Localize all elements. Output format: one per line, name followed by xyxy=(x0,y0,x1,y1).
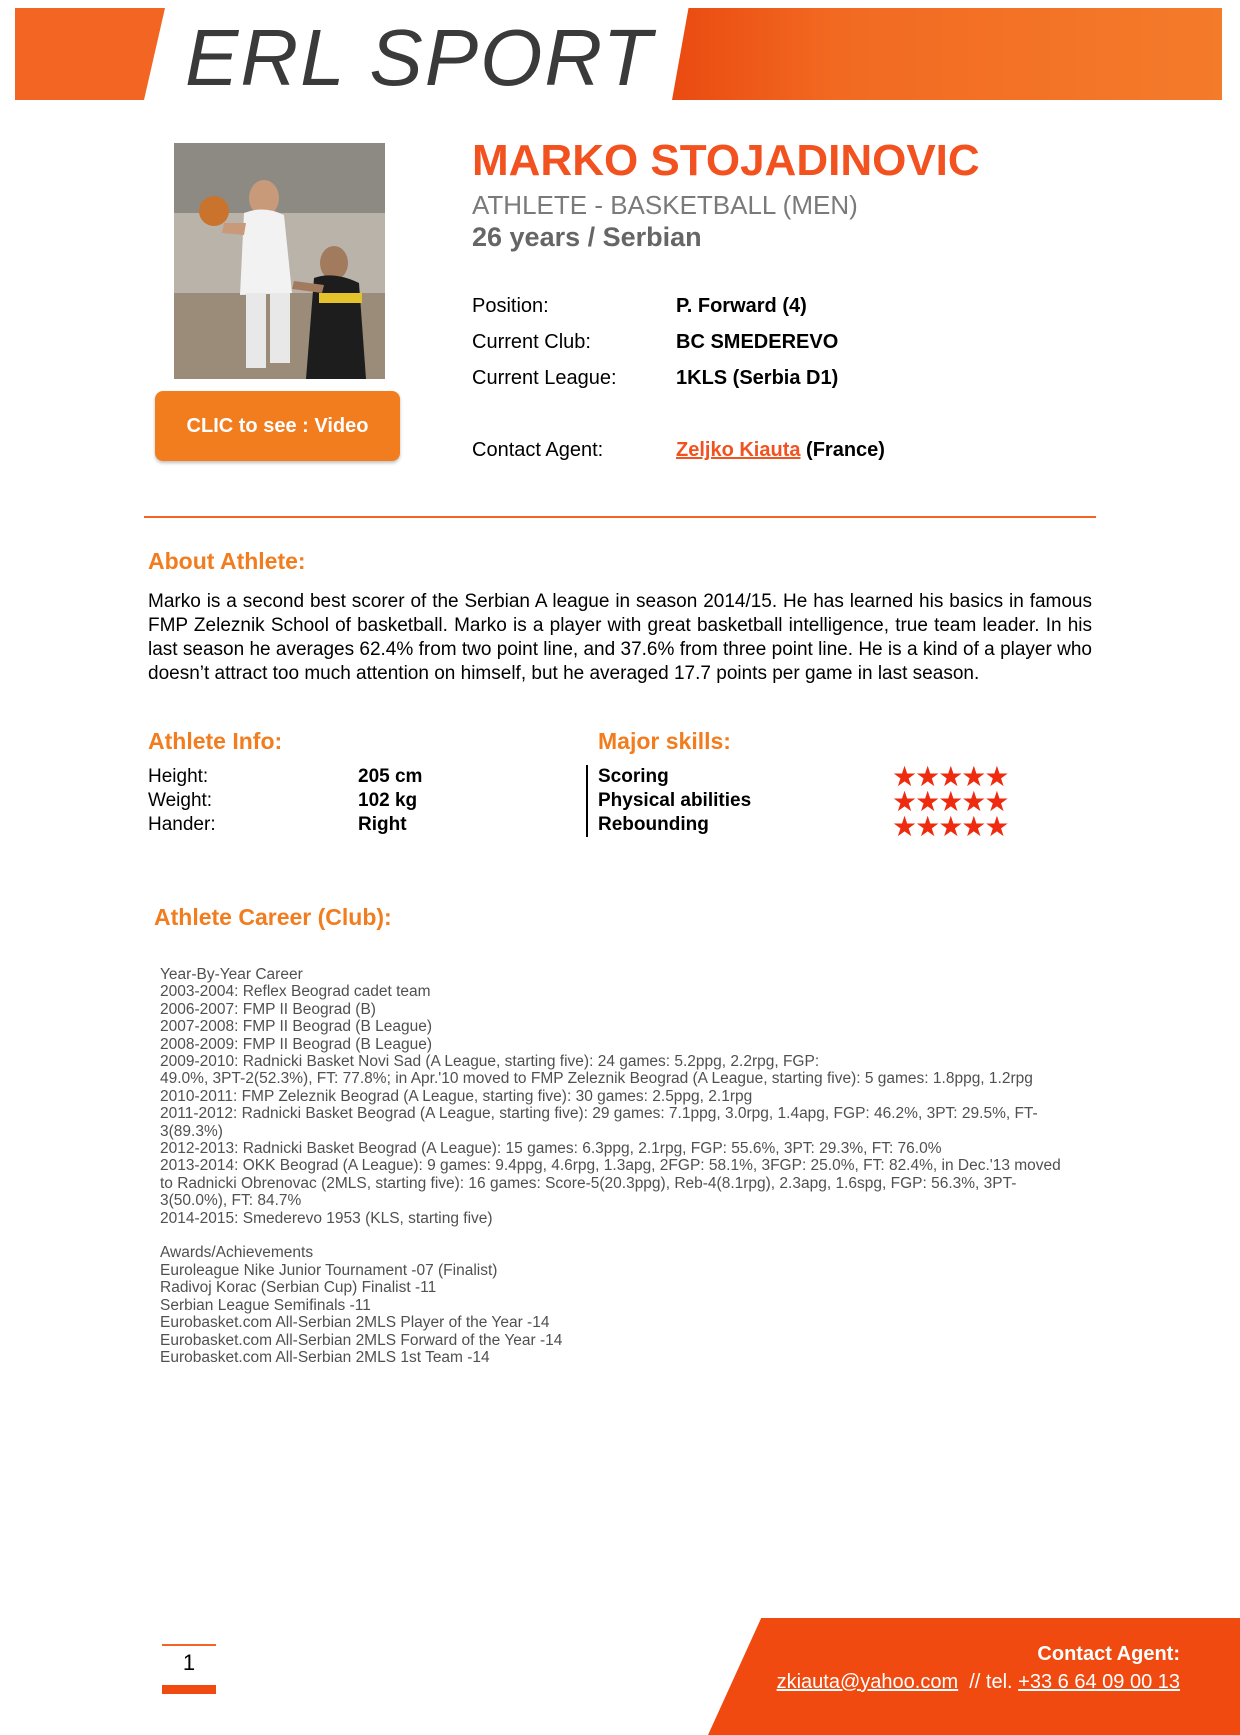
about-text: Marko is a second best scorer of the Serbian A league in season 2014/15. He has learned his basics in famous FMP Zeleznik School of basketball. Marko is a player with great basketball intelligence, true team leader. In his last season he averages 62.4% from two point line, and 37.6% from three point line. He is a kind of a player who doesn’t attract too much attention on himself, but he averaged 17.7 points per game in last season. xyxy=(148,591,1092,684)
contact-agent-label: Contact Agent: xyxy=(472,439,604,461)
career-line: Serbian League Semifinals -11 xyxy=(160,1296,371,1314)
skill-physical: Physical abilities xyxy=(598,790,752,811)
about-title: About Athlete: xyxy=(148,548,306,574)
weight-label: Weight: xyxy=(148,790,213,811)
weight-value: 102 kg xyxy=(358,790,418,811)
career-line: Eurobasket.com All-Serbian 2MLS Forward of the Year -14 xyxy=(160,1331,563,1349)
scoring-stars: ★★★★★ xyxy=(892,761,1008,792)
club-label: Current Club: xyxy=(472,331,591,353)
career-line: Radivoj Korac (Serbian Cup) Finalist -11 xyxy=(160,1279,437,1297)
skills-divider xyxy=(586,765,588,837)
career-line: 2007-2008: FMP II Beograd (B League) xyxy=(160,1018,432,1036)
career-line xyxy=(160,1227,1120,1244)
league-value: 1KLS (Serbia D1) xyxy=(676,367,839,389)
career-line: Eurobasket.com All-Serbian 2MLS 1st Team -14 xyxy=(160,1348,490,1366)
career-line: 49.0%, 3PT-2(52.3%), FT: 77.8%; in Apr.'10 moved to FMP Zeleznik Beograd (A League, starting five): 5 games: 1.8ppg, 1.2rpg xyxy=(160,1070,1033,1088)
header-accent-right xyxy=(672,8,1222,100)
career-line: 2006-2007: FMP II Beograd (B) xyxy=(160,1000,376,1018)
divider xyxy=(144,516,1096,518)
career-line: 2010-2011: FMP Zeleznik Beograd (A League, starting five): 30 games: 2.5ppg, 2.1rpg xyxy=(160,1087,753,1105)
footer-phone-link[interactable]: +33 6 64 09 00 13 xyxy=(1018,1671,1180,1693)
athlete-role: ATHLETE - BASKETBALL (MEN) xyxy=(472,190,858,220)
footer-email-link[interactable]: zkiauta@yahoo.com xyxy=(776,1671,959,1693)
footer-separator: // tel. xyxy=(969,1671,1013,1693)
info-title: Athlete Info: xyxy=(148,728,283,754)
page-number-rule xyxy=(162,1644,216,1646)
career-line: Year-By-Year Career xyxy=(160,966,303,983)
career-line: 2011-2012: Radnicki Basket Beograd (A League, starting five): 29 games: 7.1ppg, 3.0rpg, 1.4apg, FGP: 46.2%, 3PT: 29.5%, FT- xyxy=(160,1105,1038,1123)
career-line: 2009-2010: Radnicki Basket Novi Sad (A League, starting five): 24 games: 5.2ppg, 2.2rpg, FGP: xyxy=(160,1053,820,1071)
agent-name-link[interactable]: Zeljko Kiauta xyxy=(676,439,801,461)
career-line: 2008-2009: FMP II Beograd (B League) xyxy=(160,1035,432,1053)
league-label: Current League: xyxy=(472,367,617,389)
career-line: Euroleague Nike Junior Tournament -07 (Finalist) xyxy=(160,1261,498,1279)
logo: ERL SPORT xyxy=(185,13,654,102)
career-title: Athlete Career (Club): xyxy=(154,904,392,930)
career-line: to Radnicki Obrenovac (2MLS, starting five): 16 games: Score-5(20.3ppg), Reb-4(8.1rpg), 2.3apg, 1.6spg, FGP: 56.3%, 3PT- xyxy=(160,1174,1017,1192)
height-value: 205 cm xyxy=(358,766,423,787)
page-number-bar xyxy=(162,1685,216,1694)
video-button[interactable]: CLIC to see : Video xyxy=(155,391,400,461)
club-value: BC SMEDEREVO xyxy=(676,331,839,353)
career-line: 3(89.3%) xyxy=(160,1122,223,1140)
position-value: P. Forward (4) xyxy=(676,295,807,317)
career-line: 2013-2014: OKK Beograd (A League): 9 games: 9.4ppg, 4.6rpg, 1.3apg, 2FGP: 58.1%, 3FGP: 25.0%, FT: 82.4%, in Dec.'13 moved xyxy=(160,1157,1061,1175)
header-accent-left xyxy=(15,8,165,100)
hander-value: Right xyxy=(358,814,407,835)
career-list xyxy=(160,966,1120,1366)
height-label: Height: xyxy=(148,766,209,787)
contact-agent-value xyxy=(676,439,885,462)
position-label: Position: xyxy=(472,295,549,317)
skill-scoring: Scoring xyxy=(598,766,669,787)
page-number: 1 xyxy=(182,1650,196,1675)
hander-label: Hander: xyxy=(148,814,216,835)
athlete-photo xyxy=(174,143,385,379)
career-line: Awards/Achievements xyxy=(160,1244,314,1262)
career-line: Eurobasket.com All-Serbian 2MLS Player of the Year -14 xyxy=(160,1314,550,1332)
career-line: 2012-2013: Radnicki Basket Beograd (A League): 15 games: 6.3ppg, 2.1rpg, FGP: 55.6%, 3PT: 29.3%, FT: 76.0% xyxy=(160,1140,942,1158)
footer-contact-line xyxy=(777,1671,1180,1694)
career-line: 3(50.0%), FT: 84.7% xyxy=(160,1192,302,1210)
athlete-name: MARKO STOJADINOVIC xyxy=(472,136,980,185)
athlete-age-nationality: 26 years / Serbian xyxy=(472,222,702,252)
career-line: 2014-2015: Smederevo 1953 (KLS, starting five) xyxy=(160,1209,493,1227)
footer-contact-title: Contact Agent: xyxy=(1037,1643,1180,1665)
physical-stars: ★★★★★ xyxy=(892,786,1008,817)
skill-rebounding: Rebounding xyxy=(598,814,709,835)
agent-country: (France) xyxy=(806,439,885,461)
career-line: 2003-2004: Reflex Beograd cadet team xyxy=(160,983,431,1001)
rebounding-stars: ★★★★★ xyxy=(892,811,1008,842)
skills-title: Major skills: xyxy=(598,728,731,754)
